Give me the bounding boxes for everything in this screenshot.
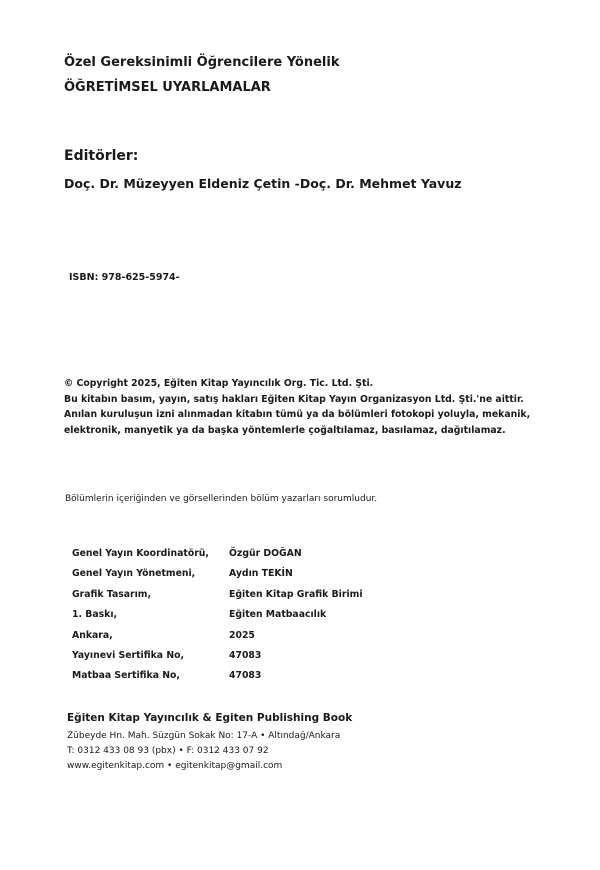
meta-label: Genel Yayın Yönetmeni,	[72, 568, 196, 580]
meta-row	[72, 548, 363, 568]
meta-row	[72, 589, 363, 609]
meta-label: Grafik Tasarım,	[72, 588, 152, 600]
responsibility-note: Bölümlerin içeriğinden ve görsellerinden bölüm yazarları sorumludur.	[65, 494, 378, 504]
isbn: ISBN: 978-625-5974-	[69, 272, 180, 283]
publisher-web: www.egitenkitap.com • egitenkitap@gmail.com	[67, 761, 283, 771]
copyright-block	[64, 376, 544, 438]
publisher-phone: T: 0312 433 08 93 (pbx) • F: 0312 433 07 92	[67, 746, 269, 756]
meta-label: Genel Yayın Koordinatörü,	[72, 548, 209, 559]
meta-value: Aydın TEKİN	[229, 568, 293, 580]
meta-row	[72, 609, 363, 629]
publisher-address: Zübeyde Hn. Mah. Süzgün Sokak No: 17-A • Altındağ/Ankara	[67, 731, 341, 741]
copyright-body: Bu kitabın basım, yayın, satış hakları Eğiten Kitap Yayın Organizasyon Ltd. Şti.'ne aittir. Anılan kuruluşun izni alınmadan kitabın tümü ya da bölümleri fotokopi yoluyla, mekanik, elektronik, manyetik ya da başka yöntemlerle çoğaltılamaz, basılamaz, dağıtılamaz.	[64, 393, 531, 436]
meta-value: 2025	[229, 629, 255, 641]
meta-value: Özgür DOĞAN	[229, 548, 302, 559]
meta-value: 47083	[229, 670, 262, 682]
editors-heading: Editörler:	[64, 148, 139, 164]
meta-label: 1. Baskı,	[72, 609, 118, 621]
editors-names: Doç. Dr. Müzeyyen Eldeniz Çetin -Doç. Dr. Mehmet Yavuz	[64, 176, 462, 191]
meta-label: Yayınevi Sertifika No,	[72, 649, 185, 661]
meta-label: Matbaa Sertifika No,	[72, 670, 180, 682]
book-title-line1: Özel Gereksinimli Öğrencilere Yönelik	[64, 55, 340, 70]
publisher-name: Eğiten Kitap Yayıncılık & Egiten Publishing Book	[67, 712, 353, 724]
meta-row	[72, 650, 363, 670]
meta-value: Eğiten Matbaacılık	[229, 609, 327, 621]
meta-value: Eğiten Kitap Grafik Birimi	[229, 588, 363, 600]
meta-label: Ankara,	[72, 629, 113, 641]
publication-meta-table	[72, 548, 363, 691]
copyright-line: © Copyright 2025, Eğiten Kitap Yayıncılık Org. Tic. Ltd. Şti.	[64, 378, 374, 389]
meta-row	[72, 670, 363, 690]
meta-row	[72, 568, 363, 588]
meta-row	[72, 630, 363, 650]
book-title-line2: ÖĞRETİMSEL UYARLAMALAR	[64, 80, 271, 95]
meta-value: 47083	[229, 649, 262, 661]
